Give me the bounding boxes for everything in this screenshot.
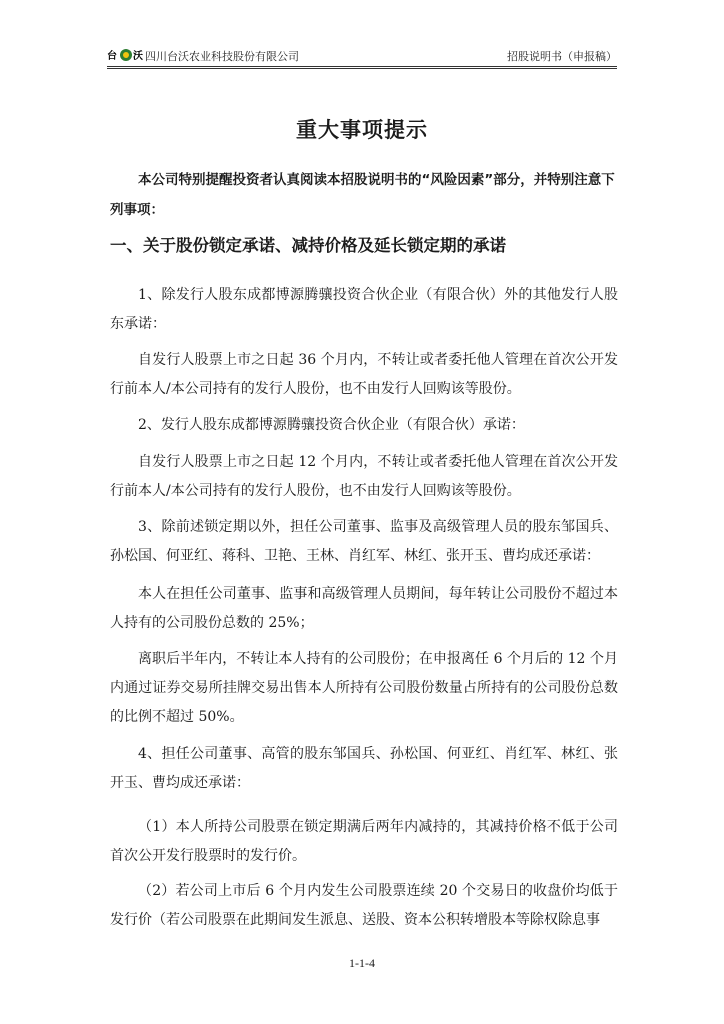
paragraph-9: （1）本人所持公司股票在锁定期满后两年内减持的，其减持价格不低于公司首次公开发行股票时的发行价。	[110, 819, 618, 864]
page-header	[107, 44, 617, 66]
paragraph-10: （2）若公司上市后 6 个月内发生公司股票连续 20 个交易日的收盘价均低于发行价（若公司股票在此期间发生派息、送股、资本公积转增股本等除权除息事	[110, 883, 618, 928]
page-title: 重大事项提示	[296, 118, 428, 142]
paragraph-6: 本人在担任公司董事、监事和高级管理人员期间，每年转让公司股份不超过本人持有的公司股份总数的 25%；	[110, 586, 618, 631]
paragraph-3: 2、发行人股东成都博源腾骧投资合伙企业（有限合伙）承诺：	[138, 417, 525, 433]
section-heading: 一、关于股份锁定承诺、减持价格及延长锁定期的承诺	[110, 236, 506, 255]
header-divider	[107, 66, 617, 67]
document-type: 招股说明书（申报稿）	[507, 50, 617, 63]
company-logo	[107, 46, 145, 64]
paragraph-4: 自发行人股票上市之日起 12 个月内，不转让或者委托他人管理在首次公开发行前本人/本公司持有的发行人股份，也不由发行人回购该等股份。	[110, 454, 618, 499]
paragraph-5: 3、除前述锁定期以外，担任公司董事、监事及高级管理人员的股东邹国兵、孙松国、何亚红、蒋科、卫艳、王林、肖红军、林红、张开玉、曹均成还承诺：	[110, 519, 618, 564]
header-divider-second	[107, 68, 617, 69]
company-name: 四川台沃农业科技股份有限公司	[145, 50, 299, 63]
paragraph-1: 1、除发行人股东成都博源腾骧投资合伙企业（有限合伙）外的其他发行人股东承诺：	[110, 287, 618, 332]
paragraph-7: 离职后半年内，不转让本人持有的公司股份；在申报离任 6 个月后的 12 个月内通过证券交易所挂牌交易出售本人所持有公司股份数量占所持有的公司股份总数的比例不超过 50%。	[110, 651, 618, 725]
intro-notice: 本公司特别提醒投资者认真阅读本招股说明书的“风险因素”部分，并特别注意下列事项：	[110, 172, 615, 218]
page-number: 1-1-4	[349, 956, 375, 970]
logo-char-left: 台	[107, 51, 117, 62]
paragraph-8: 4、担任公司董事、高管的股东邹国兵、孙松国、何亚红、肖红军、林红、张开玉、曹均成还承诺：	[110, 746, 618, 791]
logo-char-right: 沃	[133, 51, 143, 62]
paragraph-2: 自发行人股票上市之日起 36 个月内，不转让或者委托他人管理在首次公开发行前本人/本公司持有的发行人股份，也不由发行人回购该等股份。	[110, 352, 618, 397]
logo-emblem-icon	[107, 46, 145, 64]
